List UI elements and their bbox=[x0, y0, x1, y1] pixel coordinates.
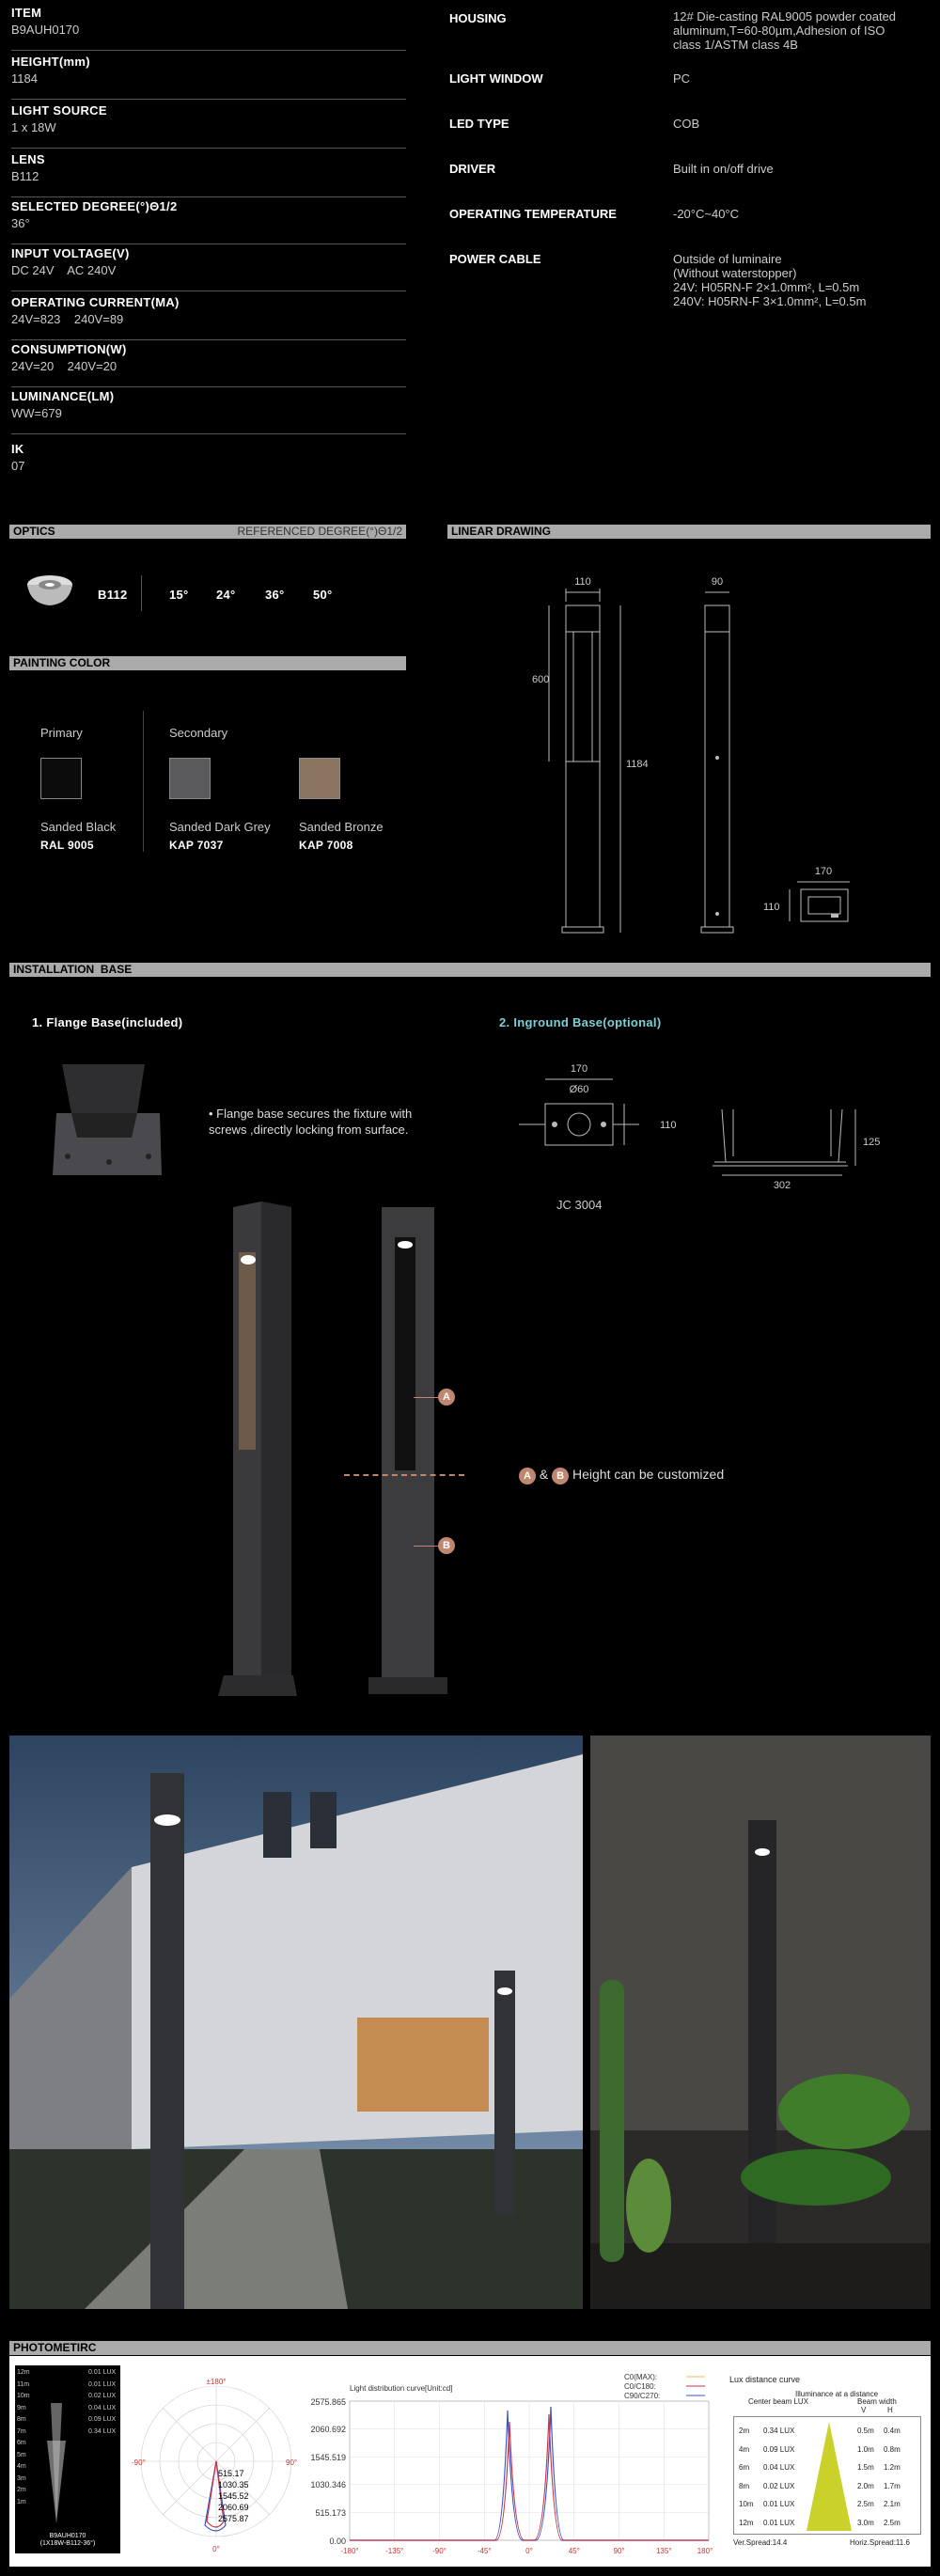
lux-cell: 12m bbox=[739, 2518, 754, 2527]
lux-cell: 2.5m bbox=[857, 2500, 874, 2508]
isolux-diagram bbox=[15, 2365, 120, 2553]
distance-label: 11m bbox=[17, 2380, 30, 2388]
spec-item bbox=[11, 55, 406, 100]
spec-value: PC bbox=[673, 71, 691, 86]
polar-bottom-label: 0° bbox=[212, 2545, 220, 2553]
y-tick: 515.173 bbox=[315, 2508, 346, 2518]
polar-right-label: 90° bbox=[286, 2458, 298, 2467]
x-tick: 0° bbox=[525, 2547, 533, 2555]
lux-label: 0.09 LUX bbox=[88, 2416, 117, 2423]
distance-label: 8m bbox=[17, 2416, 26, 2423]
spec-value: 36° bbox=[11, 216, 30, 230]
lux-col-distance bbox=[739, 2422, 754, 2532]
spec-value: B112 bbox=[11, 169, 39, 183]
spec-label: LENS bbox=[11, 152, 45, 166]
height-custom-text: Height can be customized bbox=[572, 1467, 725, 1482]
distance-label: 7m bbox=[17, 2427, 26, 2435]
polar-ring-value: 1545.52 bbox=[218, 2491, 249, 2501]
x-tick: -45° bbox=[477, 2547, 492, 2555]
spec-label: POWER CABLE bbox=[449, 252, 541, 266]
lux-cell: 0.04 LUX bbox=[763, 2463, 795, 2472]
lux-cell: 3.0m bbox=[857, 2518, 874, 2527]
flange-note bbox=[209, 1106, 412, 1138]
color-name: Sanded Black bbox=[40, 820, 117, 834]
spec-item bbox=[11, 342, 406, 387]
degree-option: 24° bbox=[216, 588, 236, 602]
lux-cell: 2m bbox=[739, 2427, 750, 2435]
lux-distance-table bbox=[729, 2375, 925, 2559]
y-tick: 0.00 bbox=[329, 2537, 346, 2546]
flange-base-title: 1. Flange Base(included) bbox=[32, 1015, 183, 1029]
height-custom-note bbox=[519, 1467, 724, 1484]
spec-item bbox=[11, 442, 406, 487]
spec-value: 1 x 18W bbox=[11, 120, 56, 134]
spec-line: aluminum,T=60-80µm,Adhesion of ISO bbox=[673, 24, 885, 38]
distance-label: 1m bbox=[17, 2498, 26, 2505]
x-tick: 45° bbox=[568, 2547, 580, 2555]
color-code: KAP 7037 bbox=[169, 839, 224, 852]
distance-label: 6m bbox=[17, 2440, 26, 2446]
spec-label: LIGHT SOURCE bbox=[11, 103, 107, 118]
polar-ring-value: 515.17 bbox=[218, 2469, 244, 2478]
spec-line: class 1/ASTM class 4B bbox=[673, 38, 798, 52]
polar-ring-value: 2060.69 bbox=[218, 2503, 249, 2512]
spec-line: (Without waterstopper) bbox=[673, 266, 797, 280]
color-swatch-black[interactable] bbox=[40, 758, 82, 799]
lux-v-header: V bbox=[861, 2406, 867, 2414]
dim-width-side: 90 bbox=[711, 576, 724, 588]
color-code: KAP 7008 bbox=[299, 839, 353, 852]
dim-302: 302 bbox=[773, 1180, 791, 1191]
degree-option: 15° bbox=[169, 588, 189, 602]
spec-value: 1184 bbox=[11, 71, 38, 86]
ver-spread: Ver.Spread:14.4 bbox=[733, 2538, 788, 2547]
photo-exterior bbox=[9, 1736, 583, 2309]
lux-cell: 0.34 LUX bbox=[763, 2427, 795, 2435]
lux-label: 0.01 LUX bbox=[88, 2369, 117, 2376]
curve-svg bbox=[310, 2373, 714, 2561]
spec-line: 24V: H05RN-F 2×1.0mm², L=0.5m bbox=[673, 280, 860, 294]
spec-label: LED TYPE bbox=[449, 117, 509, 131]
spec-value: COB bbox=[673, 117, 700, 131]
polar-left-label: -90° bbox=[132, 2458, 146, 2467]
lux-h-header: H bbox=[887, 2406, 893, 2414]
dim-60: Ø60 bbox=[569, 1084, 589, 1095]
spec-label: OPERATING CURRENT(MA) bbox=[11, 295, 180, 309]
lux-label: 0.34 LUX bbox=[88, 2427, 117, 2435]
polar-diagram bbox=[132, 2379, 301, 2563]
distance-label: 3m bbox=[17, 2474, 26, 2482]
marker-line-a bbox=[414, 1397, 438, 1398]
spec-value: 24V=823 240V=89 bbox=[11, 312, 124, 326]
pole-front-base bbox=[562, 927, 603, 933]
degree-option: 50° bbox=[313, 588, 333, 602]
spec-value: DC 24V AC 240V bbox=[11, 263, 117, 277]
spec-value: -20°C~40°C bbox=[673, 207, 740, 221]
pole-side-base bbox=[701, 927, 733, 933]
pole-render bbox=[207, 1200, 489, 1707]
polar-ring-value: 1030.35 bbox=[218, 2480, 249, 2490]
spec-item bbox=[11, 6, 406, 51]
lux-cell: 0.01 LUX bbox=[763, 2518, 795, 2527]
primary-label: Primary bbox=[40, 726, 83, 740]
inground-model: JC 3004 bbox=[556, 1198, 603, 1212]
y-tick: 1030.346 bbox=[310, 2480, 346, 2490]
y-tick: 1545.519 bbox=[310, 2453, 346, 2462]
lux-cell: 1.5m bbox=[857, 2463, 874, 2472]
spec-value: WW=679 bbox=[11, 406, 62, 420]
lux-label: 0.04 LUX bbox=[88, 2404, 117, 2411]
flange-note-line: screws ,directly locking from surface. bbox=[209, 1123, 409, 1137]
x-tick: -180° bbox=[340, 2547, 359, 2555]
lux-cell: 1.2m bbox=[884, 2463, 901, 2472]
distribution-curve bbox=[310, 2373, 714, 2561]
spec-label: SELECTED DEGREE(°)Θ1/2 bbox=[11, 199, 178, 213]
lux-center-header: Center beam LUX bbox=[748, 2397, 809, 2406]
painting-color-header bbox=[9, 656, 406, 670]
marker-b-badge: B bbox=[438, 1537, 455, 1554]
spec-value: 07 bbox=[11, 459, 25, 473]
dim-170: 170 bbox=[570, 1063, 588, 1075]
lux-beam-header: Beam width bbox=[857, 2397, 897, 2406]
lux-col-h bbox=[884, 2422, 901, 2532]
spec-label: CONSUMPTION(W) bbox=[11, 342, 127, 356]
lux-col-lux bbox=[763, 2422, 794, 2532]
spec-label: IK bbox=[11, 442, 24, 456]
lux-label: 0.01 LUX bbox=[88, 2380, 117, 2388]
y-tick: 2575.865 bbox=[310, 2397, 346, 2407]
installation-base-title: INSTALLATION BASE bbox=[13, 963, 133, 976]
color-swatch-dark-grey[interactable] bbox=[169, 758, 211, 799]
painting-color-title: PAINTING COLOR bbox=[13, 656, 111, 669]
x-tick: -90° bbox=[432, 2547, 446, 2555]
lux-cell: 0.8m bbox=[884, 2444, 901, 2454]
lens-icon bbox=[24, 572, 75, 609]
spec-value: 24V=20 240V=20 bbox=[11, 359, 118, 373]
spec-value: B9AUH0170 bbox=[11, 23, 80, 37]
lux-col-v bbox=[857, 2422, 874, 2532]
spec-label: INPUT VOLTAGE(V) bbox=[11, 246, 130, 260]
dim-110: 110 bbox=[660, 1120, 677, 1131]
pole-front-outline bbox=[566, 605, 600, 927]
caption-line: B9AUH0170 bbox=[49, 2533, 86, 2539]
spec-label: HEIGHT(mm) bbox=[11, 55, 90, 69]
lux-cell: 0.4m bbox=[884, 2427, 901, 2435]
x-tick: 90° bbox=[613, 2547, 625, 2555]
spec-item bbox=[11, 152, 406, 197]
photometric-header bbox=[9, 2341, 931, 2355]
photo-garden bbox=[590, 1736, 931, 2309]
legend-item: C0(MAX): bbox=[624, 2373, 658, 2381]
divider bbox=[141, 575, 142, 611]
inground-base-title: 2. Inground Base(optional) bbox=[499, 1015, 662, 1029]
spec-value bbox=[673, 9, 936, 52]
spec-line: 12# Die-casting RAL9005 powder coated bbox=[673, 9, 897, 24]
distance-label: 10m bbox=[17, 2393, 30, 2399]
lux-cell: 0.09 LUX bbox=[763, 2444, 795, 2454]
distance-label: 4m bbox=[17, 2463, 26, 2470]
distance-label: 9m bbox=[17, 2404, 26, 2411]
lux-cell: 6m bbox=[739, 2463, 750, 2472]
optics-header bbox=[9, 525, 406, 539]
x-tick: 135° bbox=[655, 2547, 672, 2555]
lux-cell: 0.01 LUX bbox=[763, 2500, 795, 2508]
polar-ring-value: 2575.87 bbox=[218, 2514, 249, 2523]
spec-item bbox=[11, 389, 406, 434]
spec-value: Built in on/off drive bbox=[673, 162, 774, 176]
lux-cell: 2.0m bbox=[857, 2481, 874, 2490]
dim-height-1184: 1184 bbox=[626, 759, 649, 770]
dim-height-600: 600 bbox=[532, 674, 550, 685]
lux-cell: 0.02 LUX bbox=[763, 2481, 795, 2490]
lux-cell: 2.5m bbox=[884, 2518, 901, 2527]
spec-label: ITEM bbox=[11, 6, 42, 20]
lux-title: Lux distance curve bbox=[729, 2375, 801, 2384]
spec-label: HOUSING bbox=[449, 11, 507, 25]
legend-item: C90/C270: bbox=[624, 2392, 661, 2400]
dim-width-front: 110 bbox=[574, 576, 591, 588]
dim-base-width: 170 bbox=[814, 866, 833, 877]
spec-item bbox=[11, 103, 406, 149]
spec-label: LIGHT WINDOW bbox=[449, 71, 543, 86]
optics-ref-label: REFERENCED DEGREE(°)Θ1/2 bbox=[237, 525, 402, 538]
dim-125: 125 bbox=[863, 1137, 881, 1148]
ampersand: & bbox=[539, 1467, 549, 1482]
legend-item: C0/C180: bbox=[624, 2382, 656, 2391]
lux-subtitle: Illuminance at a distance bbox=[795, 2390, 879, 2398]
hor-spread: Horiz.Spread:11.6 bbox=[850, 2538, 910, 2547]
lens-image bbox=[24, 572, 75, 609]
spec-line: Outside of luminaire bbox=[673, 252, 782, 266]
curve-title: Light distribution curve[Unit:cd] bbox=[350, 2384, 453, 2393]
lux-cell: 0.5m bbox=[857, 2427, 874, 2435]
secondary-label: Secondary bbox=[169, 726, 228, 740]
spec-item bbox=[11, 199, 406, 244]
color-swatch-bronze[interactable] bbox=[299, 758, 340, 799]
dim-base-height: 110 bbox=[763, 902, 780, 913]
x-tick: -135° bbox=[385, 2547, 404, 2555]
isolux-values bbox=[88, 2367, 116, 2438]
lux-cell: 1.0m bbox=[857, 2444, 874, 2454]
lux-cell: 10m bbox=[739, 2500, 754, 2508]
x-tick: 180° bbox=[697, 2547, 713, 2555]
isolux-distances bbox=[17, 2367, 30, 2508]
lens-name: B112 bbox=[98, 588, 128, 602]
color-name: Sanded Dark Grey bbox=[169, 820, 271, 834]
caption-line: (1X18W-B112-36°) bbox=[39, 2540, 96, 2547]
pole-side-outline bbox=[705, 605, 729, 927]
distance-label: 5m bbox=[17, 2451, 26, 2458]
flange-base-image bbox=[51, 1060, 173, 1179]
spec-label: DRIVER bbox=[449, 162, 496, 176]
spec-value bbox=[673, 252, 936, 308]
linear-drawing-title: LINEAR DRAWING bbox=[451, 525, 551, 538]
lux-cell: 8m bbox=[739, 2481, 750, 2490]
lux-cell: 4m bbox=[739, 2444, 750, 2454]
lux-label: 0.02 LUX bbox=[88, 2393, 117, 2399]
inground-base-drawing bbox=[508, 1059, 881, 1218]
spec-label: LUMINANCE(LM) bbox=[11, 389, 115, 403]
optics-title: OPTICS bbox=[13, 525, 55, 538]
linear-drawing bbox=[508, 564, 931, 940]
polar-top-label: ±180° bbox=[206, 2378, 227, 2386]
distance-label: 2m bbox=[17, 2487, 26, 2493]
photometric-title: PHOTOMETIRC bbox=[13, 2341, 97, 2354]
flange-note-line: • Flange base secures the fixture with bbox=[209, 1107, 413, 1121]
linear-drawing-header bbox=[447, 525, 931, 539]
color-name: Sanded Bronze bbox=[299, 820, 384, 834]
installation-base-header bbox=[9, 963, 931, 977]
divider bbox=[143, 711, 144, 852]
spec-item bbox=[11, 295, 406, 340]
cut-line bbox=[344, 1474, 464, 1476]
lux-cell: 2.1m bbox=[884, 2500, 901, 2508]
lux-cone bbox=[803, 2418, 855, 2535]
marker-b-badge: B bbox=[552, 1468, 569, 1484]
isolux-caption bbox=[15, 2533, 120, 2548]
distance-label: 12m bbox=[17, 2369, 30, 2376]
degree-option: 36° bbox=[265, 588, 285, 602]
spec-line: 240V: H05RN-F 3×1.0mm², L=0.5m bbox=[673, 294, 867, 308]
lux-cell: 1.7m bbox=[884, 2481, 901, 2490]
marker-line-b bbox=[414, 1546, 438, 1547]
marker-a-badge: A bbox=[519, 1468, 536, 1484]
y-tick: 2060.692 bbox=[310, 2425, 346, 2434]
marker-a-badge: A bbox=[438, 1389, 455, 1406]
spec-item bbox=[11, 246, 406, 291]
spec-label: OPERATING TEMPERATURE bbox=[449, 207, 617, 221]
color-code: RAL 9005 bbox=[40, 839, 94, 852]
